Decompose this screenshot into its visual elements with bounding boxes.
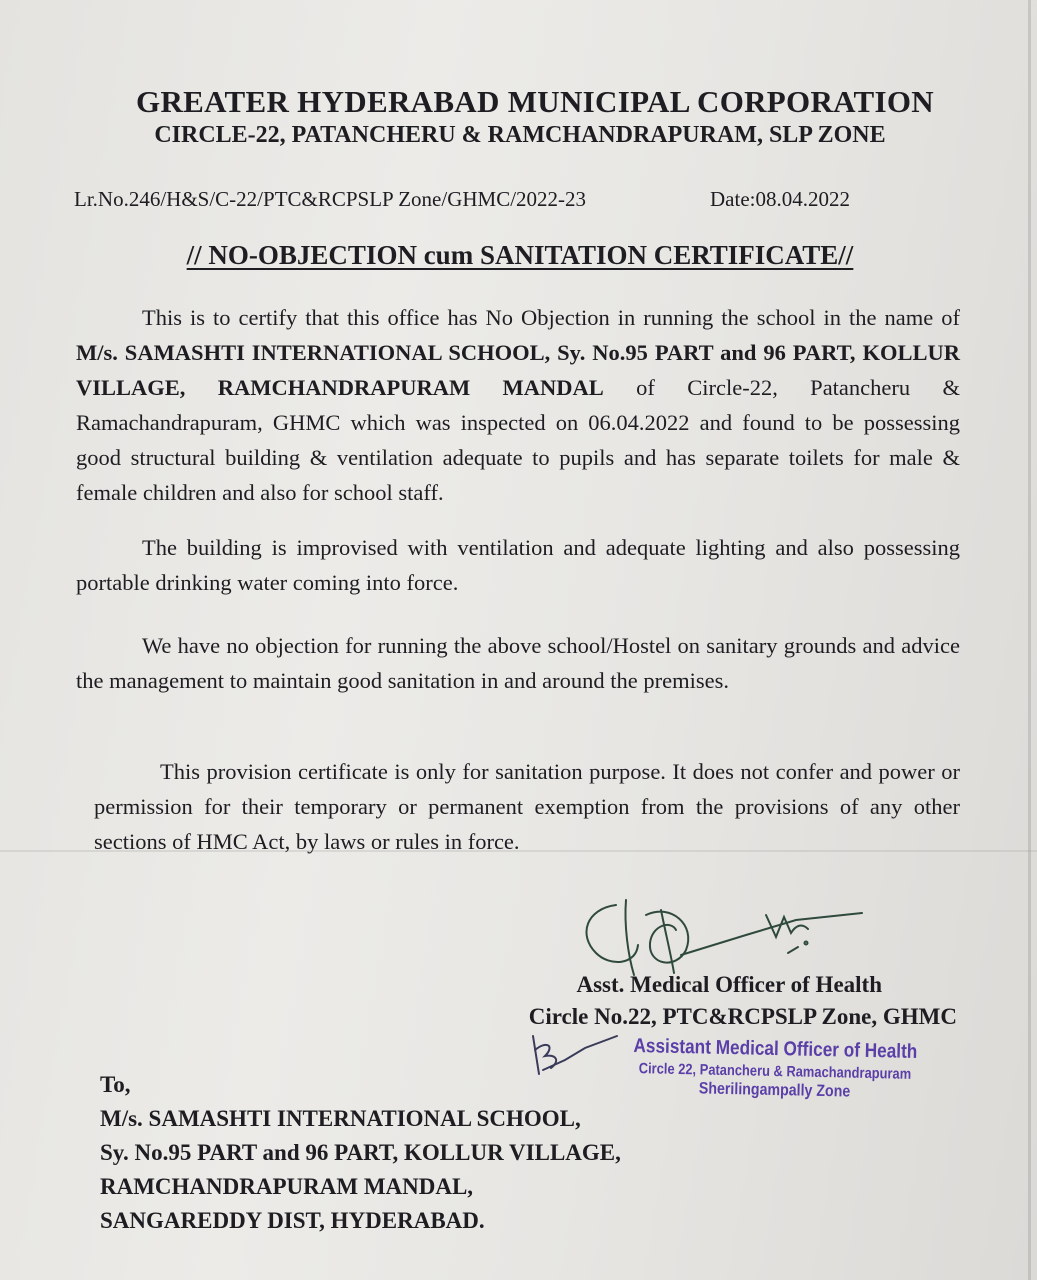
stamp-circle: Circle 22, Patancheru & Ramachandrapuram <box>638 1060 912 1083</box>
signatory-designation: Asst. Medical Officer of Health <box>576 972 882 997</box>
official-stamp <box>599 1034 950 1103</box>
addressee-address-line-1: Sy. No.95 PART and 96 PART, KOLLUR VILLAGE, <box>100 1140 621 1165</box>
stamp-zone: Sherilingampally Zone <box>698 1079 851 1101</box>
paragraph-no-objection <box>76 628 960 698</box>
letter-reference-number: Lr.No.246/H&S/C-22/PTC&RCPSLP Zone/GHMC/2022-23 <box>74 187 587 211</box>
paragraph-provision-text: This provision certificate is only for sanitation purpose. It does not confer and power or permission for their temporary or permanent exemption from the provisions of any other sections of HMC Act, by laws or rules in force. <box>94 759 960 854</box>
addressee-to-label: To, <box>100 1072 131 1097</box>
addressee-name: M/s. SAMASHTI INTERNATIONAL SCHOOL, <box>100 1106 581 1131</box>
paragraph-provision <box>94 754 960 859</box>
paragraph-building <box>76 530 960 600</box>
paragraph-certification <box>76 300 960 510</box>
paragraph-certification-start: This is to certify that this office has No Objection in running the school in the name of <box>142 305 960 330</box>
organization-name: GREATER HYDERABAD MUNICIPAL CORPORATION <box>136 84 934 119</box>
paper-fold-vertical <box>1028 0 1031 1280</box>
addressee-address-line-2: RAMCHANDRAPURAM MANDAL, <box>100 1174 474 1199</box>
certificate-title: // NO-OBJECTION cum SANITATION CERTIFICATE// <box>186 240 854 270</box>
addressee-block <box>100 1068 621 1238</box>
addressee-address-line-3: SANGAREDDY DIST, HYDERABAD. <box>100 1208 485 1233</box>
stamp-designation: Assistant Medical Officer of Health <box>633 1035 918 1063</box>
signatory-office: Circle No.22, PTC&RCPSLP Zone, GHMC <box>528 1004 957 1029</box>
paragraph-building-text: The building is improvised with ventilation and adequate lighting and also possessing portable drinking water coming into force. <box>76 535 960 595</box>
paragraph-no-objection-text: We have no objection for running the above school/Hostel on sanitary grounds and advice the management to maintain good sanitation in and around the premises. <box>76 633 960 693</box>
letter-date: Date:08.04.2022 <box>710 187 850 211</box>
circle-zone-line: CIRCLE-22, PATANCHERU & RAMCHANDRAPURAM, SLP ZONE <box>154 122 886 148</box>
paragraph-certification-end: of Circle-22, Patancheru & Ramachandrapuram, GHMC which was inspected on 06.04.2022 and found to be possessing good structural building & ventilation adequate to pupils and has separate toilets for male & female children and also for school staff. <box>76 375 960 505</box>
school-name-address-bold: M/s. SAMASHTI INTERNATIONAL SCHOOL, Sy. No.95 PART and 96 PART, KOLLUR VILLAGE, RAMCHANDRAPURAM MANDAL <box>76 340 960 400</box>
